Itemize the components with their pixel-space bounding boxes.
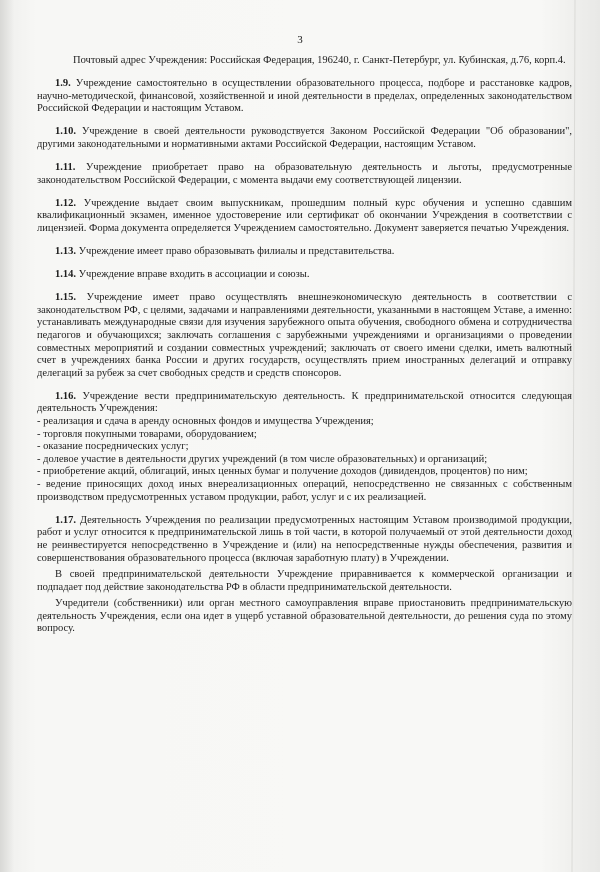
clause-text: Учреждение выдает своим выпускникам, прошедшим полный курс обучения и успешно сдавшим квалификационный экзамен, именное удостоверение или сертификат об окончании Учреждения в соответствии с лицензией. Форма документа определяется Учреждением самостоятельно. Документ заверяется печатью Учреждения. <box>37 197 572 234</box>
clause-number: 1.13. <box>55 246 76 258</box>
clause-1-16-intro <box>37 391 572 416</box>
clause-text: Деятельность Учреждения по реализации предусмотренных настоящим Уставом производимой продукции, работ и услуг относится к предпринимательской лишь в той части, в которой получаемый от этой деятельности доход не реинвестируется непосредственно в Учреждение и (или) на непосредственные нужды обеспечения, развития и совершенствования образовательного процесса (включая заработную плату) в Учреждении. <box>37 514 573 564</box>
clause-1-14 <box>37 269 572 282</box>
clause-number: 1.10. <box>55 126 76 138</box>
page-number: 3 <box>297 34 303 46</box>
clause-1-17-paragraph-2: В своей предпринимательской деятельности Учреждение приравнивается к коммерческой организации и подпадает под действие законодательства РФ в области предпринимательской деятельности. <box>37 569 572 593</box>
clause-number: 1.11. <box>55 162 76 174</box>
clause-1-17-paragraph-3: Учредители (собственники) или орган местного самоуправления вправе приостановить предпринимательскую деятельность Учреждения, если она идет в ущерб уставной образовательной деятельности, до решения суда по этому вопросу. <box>37 598 572 635</box>
clause-number: 1.15. <box>55 292 76 304</box>
list-item: - оказание посреднических услуг; <box>37 441 189 453</box>
clause-text: Учреждение вести предпринимательскую деятельность. К предпринимательской относится следующая деятельность Учреждения: <box>37 390 573 415</box>
document-body <box>37 55 572 636</box>
clause-number: 1.17. <box>55 514 76 526</box>
list-item: - реализация и сдача в аренду основных фондов и имущества Учреждения; <box>37 416 374 428</box>
clause-number: 1.16. <box>55 390 76 402</box>
clause-number: 1.12. <box>55 197 76 209</box>
clause-1-11 <box>37 162 572 187</box>
clause-number: 1.14. <box>55 269 76 281</box>
clause-text: Учреждение приобретает право на образовательную деятельность и льготы, предусмотренные законодательством Российской Федерации, с момента выдачи ему соответствующей лицензии. <box>37 162 573 186</box>
clause-text: Учреждение в своей деятельности руководствуется Законом Российской Федерации "Об образовании", другими законодательными и нормативными актами Российской Федерации, настоящим Уставом. <box>37 126 573 150</box>
clause-text: Учреждение имеет право осуществлять внешнеэкономическую деятельность в соответствии с законодательством РФ, с целями, задачами и направлениями деятельности, указанными в настоящем Уставе, а именно: устанавливать международные связи для изучения зарубежного опыта обучения, свободного обмена и сотрудничества педагогов и обучающихся; заключать соглашения с зарубежными учреждениями и организациями о проведении совместных мероприятий и создании совместных учреждений; заключать от своего имени сделки, иметь валютный счет в учреждениях банка России и других государств, осуществлять прием иностранных делегаций и отправку делегаций за рубеж за счет свободных средств и средств спонсоров. <box>37 292 573 379</box>
clause-number: 1.9. <box>55 78 71 90</box>
clause-1-12 <box>37 198 572 236</box>
clause-1-10 <box>37 126 572 151</box>
postal-address: Почтовый адрес Учреждения: Российская Федерация, 196240, г. Санкт-Петербург, ул. Кубинская, д.76, корп.4. <box>73 55 566 66</box>
list-item: - торговля покупными товарами, оборудованием; <box>37 428 257 440</box>
clause-1-13 <box>37 246 572 259</box>
clause-1-9 <box>37 78 572 116</box>
clause-text: Учреждение вправе входить в ассоциации и союзы. <box>78 269 310 281</box>
list-item: - приобретение акций, облигаций, иных ценных бумаг и получение доходов (дивидендов, процентов) по ним; <box>37 466 528 478</box>
clause-1-15 <box>37 292 572 380</box>
clause-text: Учреждение самостоятельно в осуществлении образовательного процесса, подборе и расстановке кадров, научно-методической, финансовой, хозяйственной и иной деятельности в пределах, определенных законодательством Российской Федерации и настоящим Уставом. <box>37 78 572 115</box>
clause-text: Учреждение имеет право образовывать филиалы и представительства. <box>78 246 395 258</box>
list-item: - долевое участие в деятельности других учреждений (в том числе образовательных) и организаций; <box>37 453 488 465</box>
list-item: - ведение приносящих доход иных внереализационных операций, непосредственно не связанных с собственным производством предусмотренных уставом продукции, работ, услуг и с их реализацией. <box>37 479 572 503</box>
clause-1-17 <box>37 515 572 565</box>
